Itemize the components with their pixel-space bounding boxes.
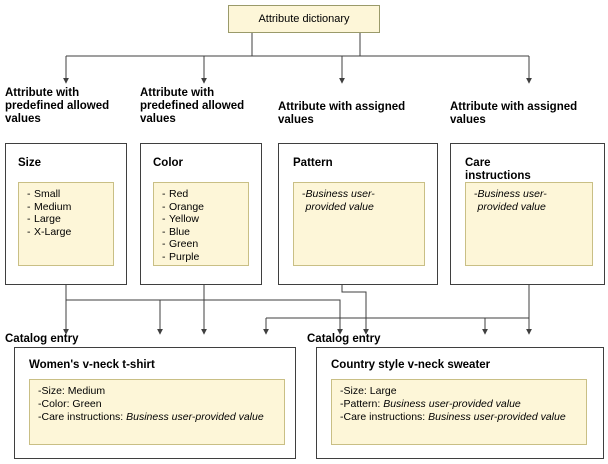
catalog-values-2: -Size: Large -Pattern: Business user-provided value -Care instructions: Business user-provided value	[331, 379, 587, 445]
attribute-values-care-instructions: - Business user-provided value	[465, 182, 593, 266]
catalog-header-2: Catalog entry	[307, 333, 381, 345]
attribute-box-pattern[interactable]	[278, 143, 438, 285]
attribute-value-pattern-text: Business user-provided value	[305, 188, 375, 213]
catalog-name-2: Country style v-neck sweater	[331, 359, 491, 371]
attribute-header-3: Attribute with assigned values	[278, 101, 406, 126]
attribute-value-care-text: Business user-provided value	[477, 188, 547, 213]
attribute-box-size[interactable]	[5, 143, 127, 285]
catalog-box-country-style-v-neck-sweater[interactable]	[316, 347, 604, 459]
attribute-name-size: Size	[18, 157, 42, 169]
attribute-box-color[interactable]	[140, 143, 262, 285]
attribute-box-care-instructions[interactable]	[450, 143, 605, 285]
attribute-dictionary-label: Attribute dictionary	[258, 13, 350, 25]
node-attribute-dictionary[interactable]	[228, 5, 380, 33]
attribute-name-color: Color	[153, 157, 184, 169]
attribute-header-4: Attribute with assigned values	[450, 101, 578, 126]
catalog-name-1: Women's v-neck t-shirt	[29, 359, 155, 371]
attribute-values-color: - Red - Orange - Yellow - Blue - Green - Purple	[153, 182, 249, 266]
catalog-header-1: Catalog entry	[5, 333, 79, 345]
catalog-values-1: -Size: Medium -Color: Green -Care instructions: Business user-provided value	[29, 379, 285, 445]
catalog-box-womens-v-neck-t-shirt[interactable]	[14, 347, 296, 459]
attribute-name-care-instructions: Care instructions	[465, 157, 531, 182]
attribute-header-1: Attribute with predefined allowed values	[5, 87, 110, 125]
attribute-values-pattern: - Business user-provided value	[293, 182, 425, 266]
attribute-header-2: Attribute with predefined allowed values	[140, 87, 245, 125]
attribute-name-pattern: Pattern	[293, 157, 333, 169]
attribute-values-size: - Small - Medium - Large - X-Large	[18, 182, 114, 266]
